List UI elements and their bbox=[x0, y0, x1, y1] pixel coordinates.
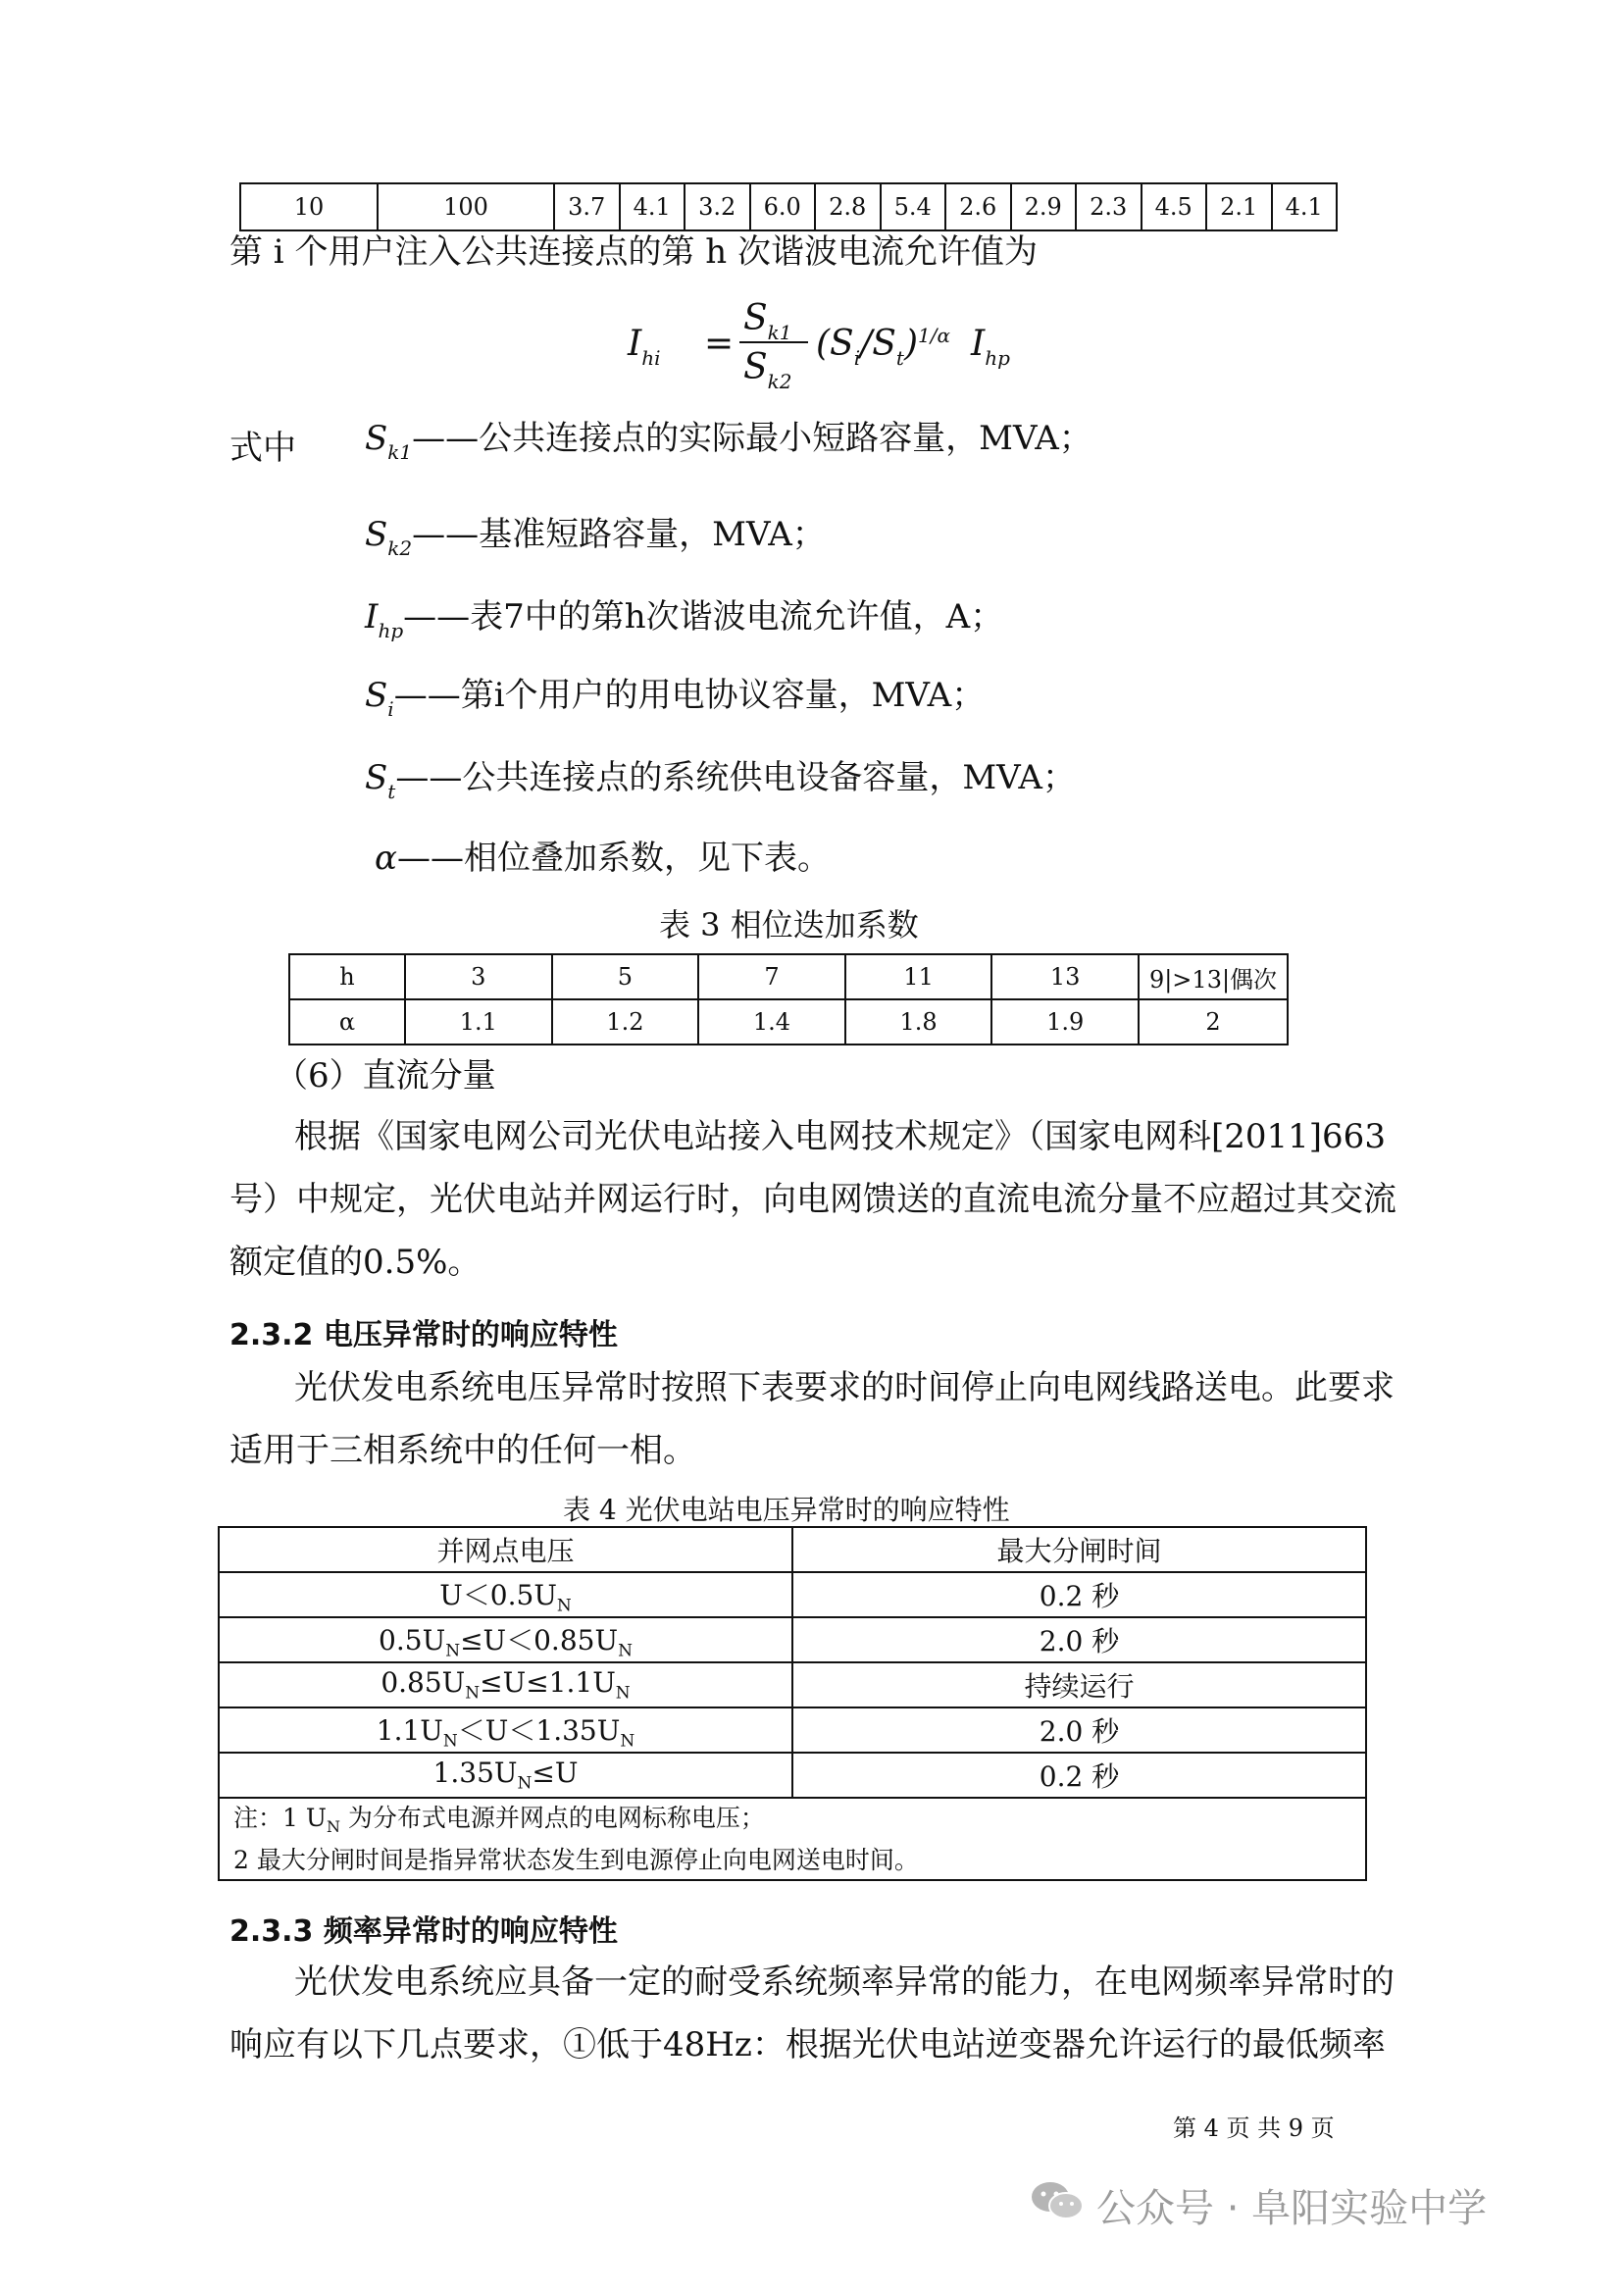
paragraph-line: 适用于三相系统中的任何一相。 bbox=[229, 1431, 696, 1470]
where-label: 式中 bbox=[229, 429, 296, 468]
formula-numerator: $S_{k1}$ bbox=[743, 298, 792, 344]
table-cell: 2.1 bbox=[1206, 183, 1272, 230]
definition-item: $S_t——$公共连接点的系统供电设备容量，MVA； bbox=[365, 758, 1076, 803]
watermark-text: 公众号 · 阜阳实验中学 bbox=[1096, 2186, 1488, 2231]
table-cell: 5 bbox=[552, 954, 699, 999]
table-cell: 2.0 秒 bbox=[792, 1617, 1366, 1662]
table-cell: 9|>13|偶次 bbox=[1139, 954, 1288, 999]
paragraph-line: 号）中规定，光伏电站并网运行时，向电网馈送的直流电流分量不应超过其交流 bbox=[229, 1180, 1396, 1219]
formula-tail: $I_{hp}$ bbox=[971, 324, 1010, 370]
paragraph-line: 光伏发电系统应具备一定的耐受系统频率异常的能力，在电网频率异常时的 bbox=[294, 1962, 1395, 2002]
definition-item: $I_{hp}——$表7中的第h次谐波电流允许值，A； bbox=[365, 597, 1004, 642]
note-line: 注：1 $U_N$ 为分布式电源并网点的电网标称电压； bbox=[233, 1803, 765, 1836]
table-cell: 5.4 bbox=[881, 183, 946, 230]
formula-denominator: $S_{k2}$ bbox=[743, 347, 792, 393]
table-cell: 持续运行 bbox=[792, 1662, 1366, 1707]
table-cell: 2.9 bbox=[1011, 183, 1077, 230]
table-cell: 3.7 bbox=[554, 183, 620, 230]
table-cell: 3.2 bbox=[685, 183, 750, 230]
table-row bbox=[219, 1572, 1366, 1617]
table-row bbox=[219, 1707, 1366, 1753]
phase-coefficient-table bbox=[288, 953, 1289, 1045]
intro-line: 第 i 个用户注入公共连接点的第 h 次谐波电流允许值为 bbox=[229, 232, 1039, 272]
table-cell: 2.0 秒 bbox=[792, 1707, 1366, 1753]
table-cell: 11 bbox=[845, 954, 992, 999]
table-cell: 1.8 bbox=[845, 999, 992, 1045]
section-heading: 2.3.2 电压异常时的响应特性 bbox=[229, 1318, 618, 1352]
table-row bbox=[219, 1662, 1366, 1707]
table-row bbox=[289, 999, 1288, 1045]
harmonic-limit-table bbox=[239, 182, 1338, 231]
table-cell: 13 bbox=[991, 954, 1139, 999]
table-cell: 0.2 秒 bbox=[792, 1753, 1366, 1798]
paragraph-line: 响应有以下几点要求，①低于48Hz：根据光伏电站逆变器允许运行的最低频率 bbox=[229, 2025, 1386, 2064]
voltage-response-table bbox=[218, 1526, 1367, 1881]
table-cell: h bbox=[289, 954, 405, 999]
paragraph-line: 额定值的0.5%。 bbox=[229, 1243, 482, 1282]
formula-middle: $(S_i/S_t)^{1/\alpha}$ bbox=[816, 324, 950, 370]
note-line: 2 最大分闸时间是指异常状态发生到电源停止向电网送电时间。 bbox=[233, 1845, 919, 1874]
table-cell: 3 bbox=[405, 954, 552, 999]
table-cell: 1.9 bbox=[991, 999, 1139, 1045]
harmonic-formula bbox=[628, 298, 1020, 393]
table-cell: 100 bbox=[378, 183, 554, 230]
table-cell: 2.8 bbox=[815, 183, 881, 230]
table-cell: 7 bbox=[698, 954, 845, 999]
table-cell: $0.85U_N\le U\le 1.1U_N$ bbox=[219, 1662, 792, 1707]
table-cell: $1.1U_N<U<1.35U_N$ bbox=[219, 1707, 792, 1753]
table-cell: $U<0.5U_N$ bbox=[219, 1572, 792, 1617]
formula-equals: = bbox=[704, 324, 735, 364]
table3-caption: 表 3 相位迭加系数 bbox=[659, 906, 919, 943]
formula-lhs: $I_{hi}$ bbox=[628, 324, 661, 370]
page-number: 第 4 页 共 9 页 bbox=[1173, 2115, 1335, 2142]
table-cell: 2 bbox=[1139, 999, 1288, 1045]
column-header: 并网点电压 bbox=[219, 1527, 792, 1572]
table-cell: $0.5U_N\le U<0.85U_N$ bbox=[219, 1617, 792, 1662]
definition-item: $S_i——$第i个用户的用电协议容量，MVA； bbox=[365, 676, 986, 721]
fraction-bar bbox=[739, 341, 808, 343]
table4-caption: 表 4 光伏电站电压异常时的响应特性 bbox=[563, 1494, 1010, 1526]
table-row bbox=[219, 1617, 1366, 1662]
table-cell: 2.6 bbox=[945, 183, 1011, 230]
table-cell: 2.3 bbox=[1076, 183, 1142, 230]
wechat-icon bbox=[1030, 2179, 1085, 2222]
table-row bbox=[289, 954, 1288, 999]
table-cell: 1.1 bbox=[405, 999, 552, 1045]
table-cell: 10 bbox=[240, 183, 378, 230]
table-cell: 4.1 bbox=[620, 183, 685, 230]
table-cell: 4.5 bbox=[1142, 183, 1207, 230]
table-cell: 1.2 bbox=[552, 999, 699, 1045]
paragraph-line: 根据《国家电网公司光伏电站接入电网技术规定》（国家电网科[2011]663 bbox=[294, 1117, 1386, 1156]
table-cell: 0.2 秒 bbox=[792, 1572, 1366, 1617]
table-cell: α bbox=[289, 999, 405, 1045]
paragraph-line: 光伏发电系统电压异常时按照下表要求的时间停止向电网线路送电。此要求 bbox=[294, 1368, 1395, 1407]
table-cell: 4.1 bbox=[1272, 183, 1338, 230]
table-cell: 1.4 bbox=[698, 999, 845, 1045]
definition-item: α——相位叠加系数，见下表。 bbox=[375, 839, 831, 878]
table-note-row bbox=[219, 1798, 1366, 1880]
table-row bbox=[219, 1753, 1366, 1798]
table-note bbox=[219, 1798, 1366, 1880]
table-header-row bbox=[219, 1527, 1366, 1572]
column-header: 最大分闸时间 bbox=[792, 1527, 1366, 1572]
table-cell: 6.0 bbox=[750, 183, 816, 230]
table-cell: $1.35U_N\le U$ bbox=[219, 1753, 792, 1798]
section-heading: 2.3.3 频率异常时的响应特性 bbox=[229, 1914, 618, 1949]
definition-item: $S_{k1}——$公共连接点的实际最小短路容量，MVA； bbox=[365, 419, 1092, 464]
definition-item: $S_{k2}——$基准短路容量，MVA； bbox=[365, 515, 826, 560]
table-row bbox=[240, 183, 1337, 230]
section6-title: （6）直流分量 bbox=[275, 1056, 496, 1096]
